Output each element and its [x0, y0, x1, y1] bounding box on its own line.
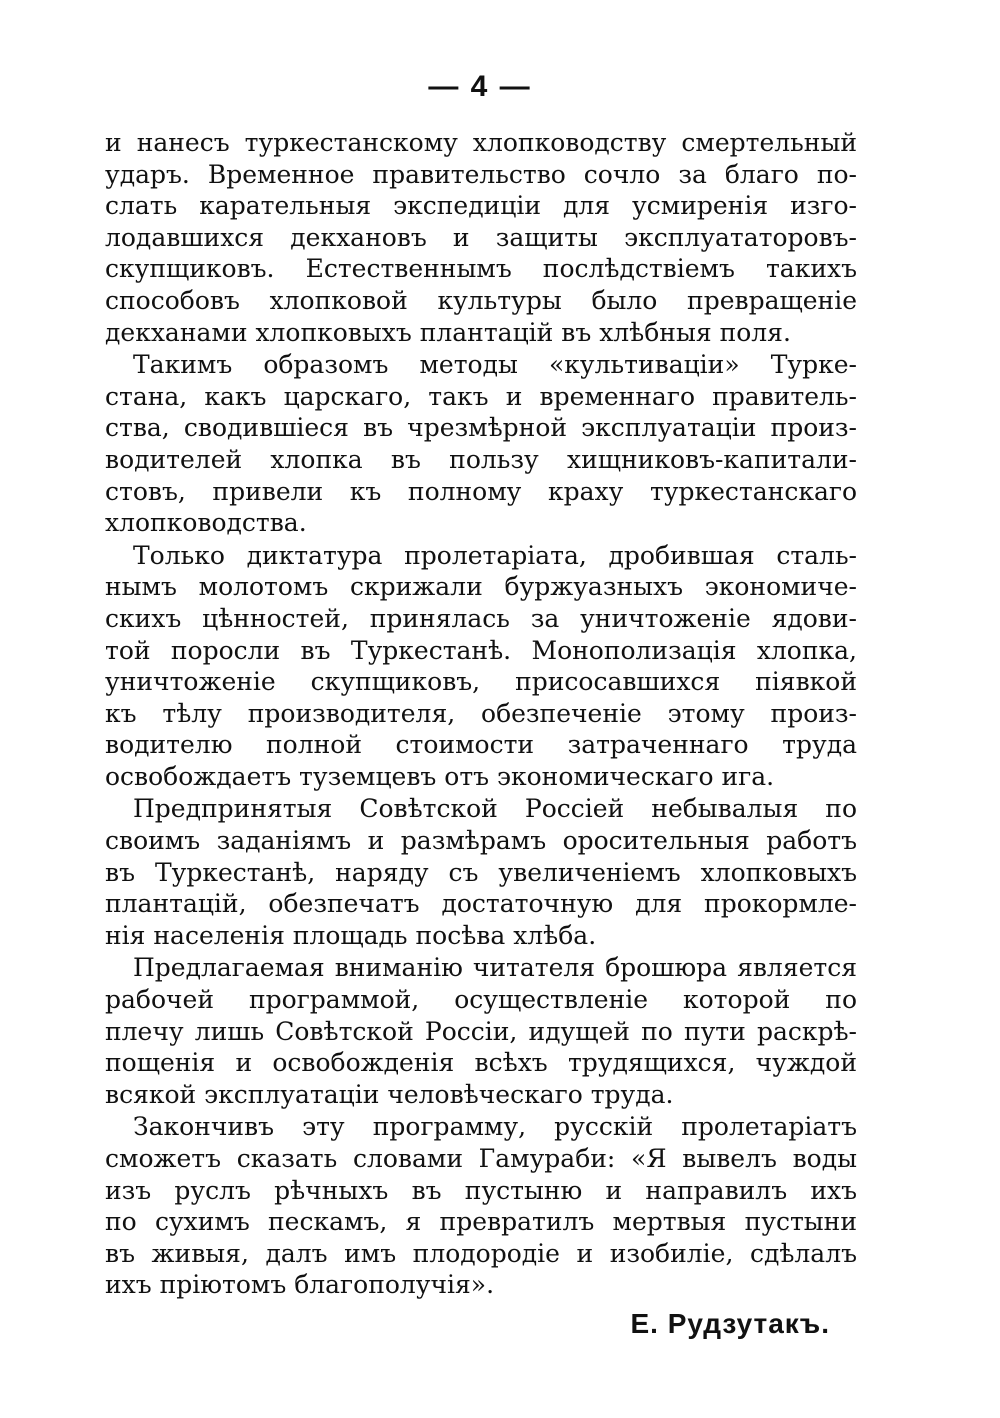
text-line: стана, какъ царскаго, такъ и временнаго правитель- [105, 381, 857, 411]
text-line: и нанесъ туркестанскому хлопководству смертельный [105, 128, 857, 157]
text-line: къ тѣлу производителя, обезпеченіе этому произ- [105, 698, 857, 728]
text-line: плечу лишь Совѣтской Россіи, идущей по пути раскрѣ- [105, 1016, 857, 1046]
text-line: въ Туркестанѣ, наряду съ увеличеніемъ хлопковыхъ [105, 857, 857, 887]
text-line: въ живыя, далъ имъ плодородіе и изобиліе, сдѣлалъ [105, 1238, 857, 1268]
author-signature: Е. Рудзутакъ. [630, 1308, 830, 1339]
text-line: уничтоженіе скупщиковъ, присосавшихся піявкой [105, 667, 857, 697]
text-line: ударъ. Временное правительство сочло за благо по- [105, 159, 857, 189]
paragraph [105, 1111, 857, 1301]
text-line: хлопководства. [105, 508, 307, 538]
text-line: Только диктатура пролетаріата, дробившая сталь- [133, 540, 857, 570]
text-line: скихъ цѣнностей, принялась за уничтоженіе ядови- [105, 603, 857, 633]
text-line: своимъ заданіямъ и размѣрамъ оросительныя работъ [105, 826, 857, 856]
text-line: Предлагаемая вниманію читателя брошюра является [133, 953, 857, 983]
text-line: стовъ, привели къ полному краху туркестанскаго [105, 476, 857, 506]
text-line: сможетъ сказать словами Гамураби: «Я вывелъ воды [105, 1144, 857, 1173]
text-line: изъ руслъ рѣчныхъ въ пустыню и направилъ ихъ [105, 1175, 857, 1205]
text-line: нымъ молотомъ скрижали буржуазныхъ экономиче- [105, 572, 857, 602]
text-line: всякой эксплуатаціи человѣческаго труда. [105, 1079, 674, 1109]
text-line: ихъ пріютомъ благополучія». [105, 1270, 495, 1300]
text-line: пощенія и освобожденія всѣхъ трудящихся, чуждой [105, 1048, 857, 1078]
paragraph [105, 349, 857, 539]
text-line: водителей хлопка въ пользу хищниковъ-капитали- [105, 444, 857, 474]
text-line: Закончивъ эту программу, русскій пролетаріатъ [133, 1112, 857, 1142]
text-line: способовъ хлопковой культуры было превращеніе [105, 285, 857, 315]
text-line: плантацій, обезпечатъ достаточную для прокормле- [105, 889, 857, 919]
text-line: слать карательныя экспедиціи для усмиренія изго- [105, 191, 857, 221]
text-line: водителю полной стоимости затраченнаго труда [105, 730, 857, 760]
text-line: Такимъ образомъ методы «культиваціи» Турке- [133, 350, 857, 380]
text-line: нія населенія площадь посѣва хлѣба. [105, 920, 597, 950]
text-line: декханами хлопковыхъ плантацій въ хлѣбныя поля. [105, 317, 791, 347]
document-body [105, 127, 857, 1302]
text-line: освобождаетъ туземцевъ отъ экономическаго ига. [105, 761, 775, 791]
text-line: ства, сводившіеся въ чрезмѣрной эксплуатаціи произ- [105, 413, 857, 443]
text-line: лодавшихся декхановъ и защиты эксплуататоровъ- [105, 222, 857, 252]
text-line: по сухимъ пескамъ, я превратилъ мертвыя пустыни [105, 1207, 857, 1237]
paragraph [105, 127, 857, 348]
paragraph [105, 793, 857, 951]
paragraph [105, 540, 857, 793]
text-line: скупщиковъ. Естественнымъ послѣдствіемъ такихъ [105, 254, 857, 284]
text-line: рабочей программой, осуществленіе которой по [105, 985, 857, 1015]
text-line: Предпринятыя Совѣтской Россіей небывалыя по [133, 794, 857, 824]
page-number: — 4 — [428, 70, 532, 103]
paragraph [105, 952, 857, 1110]
text-line: той поросли въ Туркестанѣ. Монополизація хлопка, [105, 635, 857, 665]
